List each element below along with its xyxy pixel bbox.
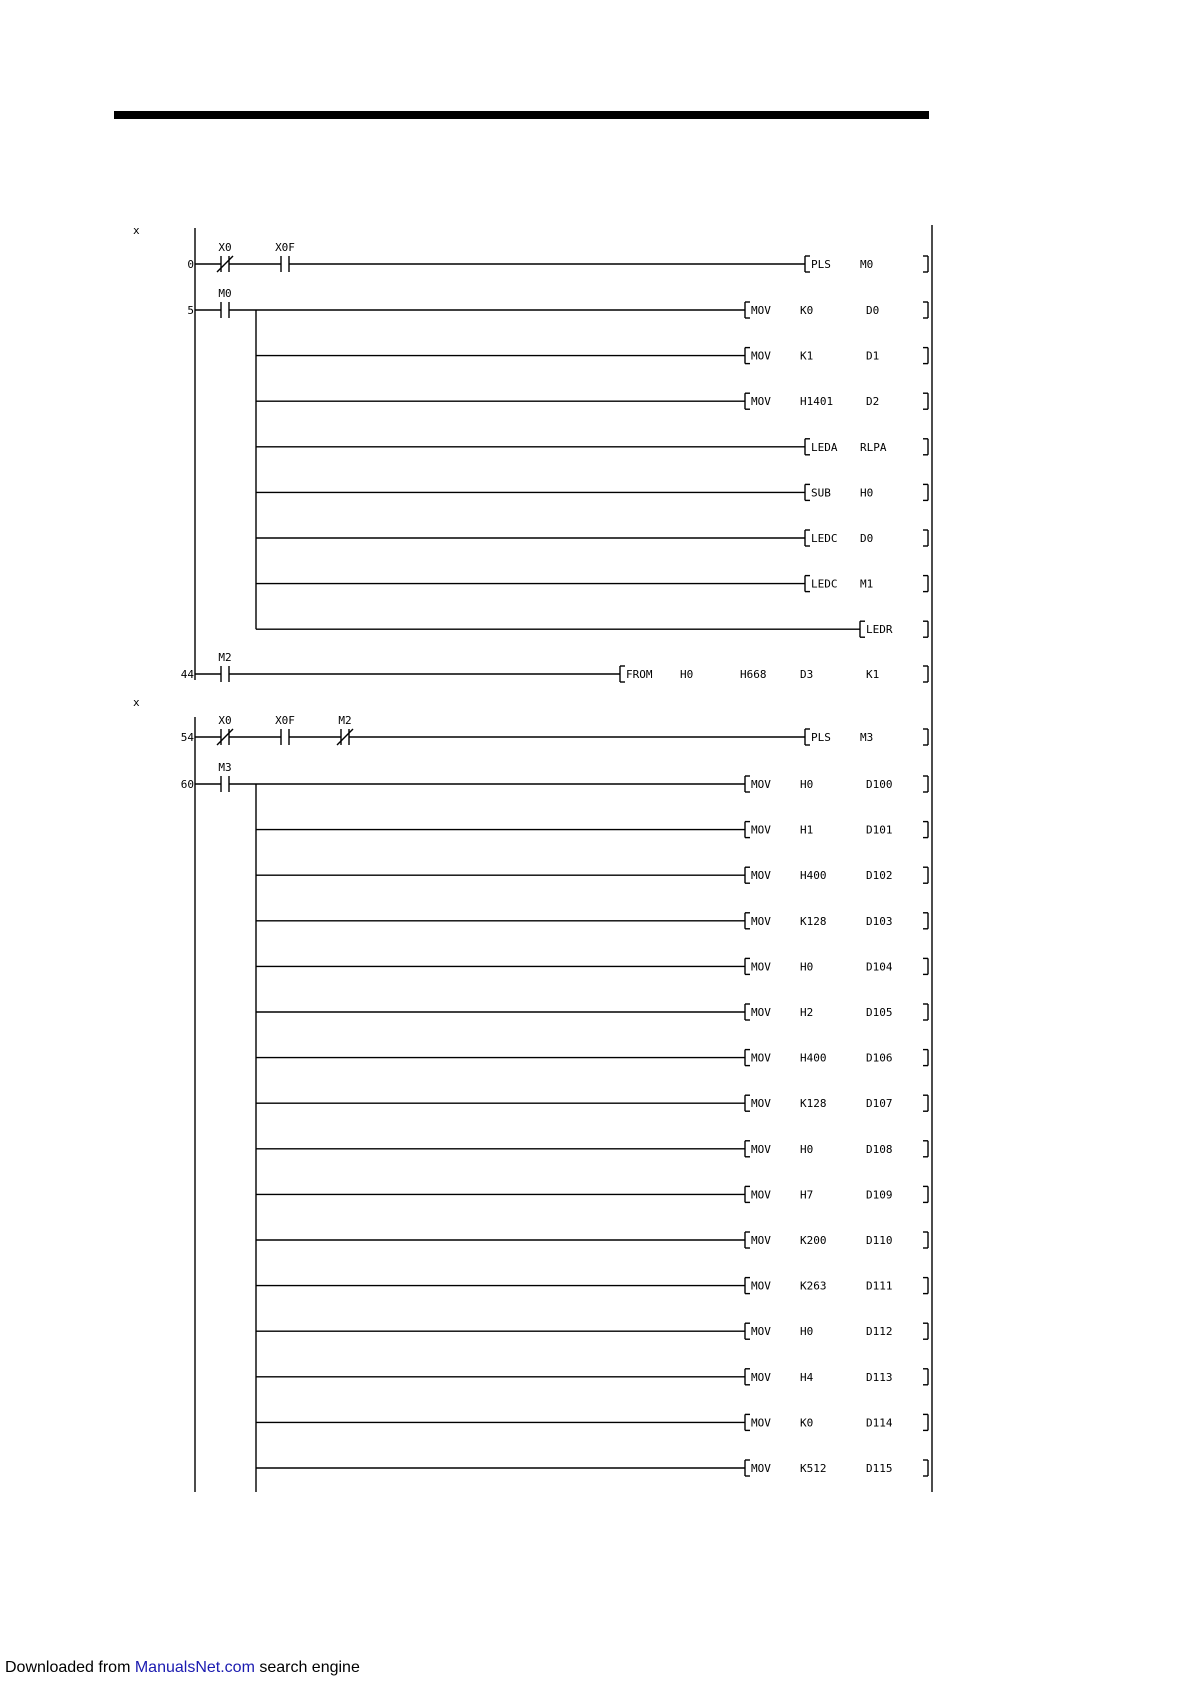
instr-operand: K0 xyxy=(800,1416,814,1430)
instr-operand: D110 xyxy=(866,1234,893,1247)
instr-operand: H4 xyxy=(800,1370,814,1384)
instr-opcode: FROM xyxy=(626,668,653,681)
instr-opcode: PLS xyxy=(811,731,831,744)
step-number: 5 xyxy=(187,304,194,317)
instr-operand: K263 xyxy=(800,1279,827,1293)
instr-opcode: MOV xyxy=(751,1370,771,1384)
instr-opcode: MOV xyxy=(751,778,771,791)
instr-operand: H0 xyxy=(800,1142,814,1156)
instr-operand: M0 xyxy=(860,258,874,271)
contact-label: M3 xyxy=(218,761,232,774)
instr-opcode: LEDR xyxy=(866,623,893,637)
step-number: 60 xyxy=(180,778,194,791)
block-mark: x xyxy=(133,224,140,237)
instr-opcode: MOV xyxy=(751,1325,771,1339)
instr-opcode: LEDA xyxy=(811,440,838,454)
instr-opcode: MOV xyxy=(751,1188,771,1202)
instr-opcode: LEDC xyxy=(811,577,838,591)
instr-operand: M1 xyxy=(860,577,874,591)
instr-operand: D100 xyxy=(866,778,893,791)
instr-opcode: MOV xyxy=(751,869,771,883)
contact-label: M2 xyxy=(338,714,352,727)
instr-opcode: MOV xyxy=(751,395,771,409)
footer-suffix: search engine xyxy=(254,1659,360,1676)
instr-opcode: MOV xyxy=(751,1142,771,1156)
instr-opcode: MOV xyxy=(751,304,771,317)
instr-operand: H0 xyxy=(800,960,814,974)
instr-operand: D105 xyxy=(866,1006,893,1019)
instr-operand: D114 xyxy=(866,1416,893,1430)
instr-operand: D111 xyxy=(866,1279,893,1293)
instr-operand: K1 xyxy=(866,668,880,681)
instr-operand: K128 xyxy=(800,914,827,928)
instr-operand: D113 xyxy=(866,1370,893,1384)
instr-operand: K512 xyxy=(800,1462,827,1475)
instr-operand: H400 xyxy=(800,869,827,883)
step-number: 54 xyxy=(180,731,194,744)
instr-opcode: MOV xyxy=(751,1416,771,1430)
instr-operand: D0 xyxy=(860,532,874,545)
contact-label: X0 xyxy=(218,714,232,727)
instr-opcode: MOV xyxy=(751,914,771,928)
contact-label: X0F xyxy=(275,714,295,727)
instr-operand: K1 xyxy=(800,349,814,363)
instr-operand: D2 xyxy=(866,395,880,409)
instr-operand: D103 xyxy=(866,914,893,928)
instr-operand: D112 xyxy=(866,1325,893,1339)
footer xyxy=(5,1659,360,1677)
instr-opcode: PLS xyxy=(811,258,831,271)
instr-operand: D102 xyxy=(866,869,893,883)
instr-operand: D109 xyxy=(866,1188,893,1202)
instr-operand: D1 xyxy=(866,349,880,363)
instr-opcode: MOV xyxy=(751,1279,771,1293)
footer-prefix: Downloaded from xyxy=(5,1659,135,1676)
contact-label: M0 xyxy=(218,287,232,300)
instr-operand: RLPA xyxy=(860,440,887,454)
instr-operand: H2 xyxy=(800,1006,814,1019)
instr-operand: M3 xyxy=(860,731,874,744)
contact-label: M2 xyxy=(218,651,232,664)
instr-opcode: MOV xyxy=(751,349,771,363)
instr-operand: D101 xyxy=(866,823,893,837)
instr-operand: D0 xyxy=(866,304,880,317)
instr-operand: D107 xyxy=(866,1097,893,1111)
block-mark: x xyxy=(133,696,140,709)
instr-opcode: MOV xyxy=(751,1051,771,1065)
instr-opcode: MOV xyxy=(751,1234,771,1247)
instr-operand: D108 xyxy=(866,1142,893,1156)
instr-operand: D3 xyxy=(800,668,814,681)
instr-operand: H1401 xyxy=(800,395,834,409)
instr-operand: H1 xyxy=(800,823,814,837)
instr-operand: H400 xyxy=(800,1051,827,1065)
step-number: 0 xyxy=(187,258,194,271)
instr-operand: H668 xyxy=(740,668,767,681)
instr-opcode: SUB xyxy=(811,486,831,500)
instr-opcode: MOV xyxy=(751,1097,771,1111)
instr-operand: K128 xyxy=(800,1097,827,1111)
instr-operand: H0 xyxy=(680,668,694,681)
instr-operand: H0 xyxy=(800,778,814,791)
manualsnet-link[interactable]: ManualsNet.com xyxy=(134,1659,255,1676)
contact-label: X0 xyxy=(218,241,232,254)
instr-opcode: MOV xyxy=(751,823,771,837)
instr-opcode: MOV xyxy=(751,1462,771,1475)
instr-operand: D104 xyxy=(866,960,893,974)
instr-opcode: LEDC xyxy=(811,532,838,545)
instr-opcode: MOV xyxy=(751,1006,771,1019)
instr-operand: K0 xyxy=(800,304,814,317)
instr-operand: D115 xyxy=(866,1462,893,1475)
instr-operand: H0 xyxy=(800,1325,814,1339)
instr-operand: H0 xyxy=(860,486,874,500)
instr-operand: H7 xyxy=(800,1188,814,1202)
instr-opcode: MOV xyxy=(751,960,771,974)
step-number: 44 xyxy=(180,668,194,681)
instr-operand: D106 xyxy=(866,1051,893,1065)
instr-operand: K200 xyxy=(800,1234,827,1247)
contact-label: X0F xyxy=(275,241,295,254)
